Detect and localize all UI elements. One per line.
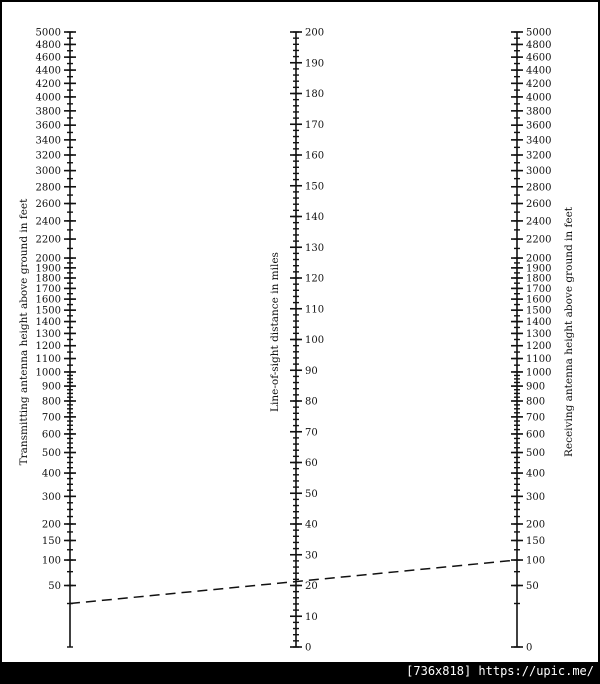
receive-tick-label: 4600 — [526, 52, 552, 64]
receive-tick-label: 4800 — [526, 39, 552, 51]
transmit-tick-label: 5000 — [35, 27, 61, 39]
transmit-tick-label: 900 — [41, 381, 61, 393]
transmit-tick-label: 3800 — [35, 106, 61, 118]
receive-tick-label: 0 — [526, 642, 533, 654]
receive-tick-label: 1400 — [526, 317, 552, 329]
receive-tick-label: 1000 — [526, 367, 552, 379]
distance-tick-label: 10 — [305, 611, 318, 623]
transmit-tick-label: 2200 — [35, 234, 61, 246]
receive-tick-label: 1100 — [526, 354, 552, 366]
transmit-tick-label: 1900 — [35, 263, 61, 275]
distance-tick-label: 190 — [305, 58, 325, 70]
transmit-tick-label: 4400 — [35, 65, 61, 77]
receive-tick-label: 2200 — [526, 234, 552, 246]
receive-tick-label: 600 — [526, 429, 546, 441]
transmit-tick-label: 1700 — [35, 283, 61, 295]
transmit-tick-label: 50 — [48, 581, 61, 592]
transmit-tick-label: 2000 — [35, 253, 61, 265]
distance-title: Line-of-sight distance in miles — [269, 252, 281, 412]
transmit-tick-label: 100 — [41, 555, 61, 567]
transmit-tick-label: 2600 — [35, 199, 61, 211]
watermark-text: [736x818] https://upic.me/ — [406, 664, 594, 678]
receive-tick-label: 1700 — [526, 283, 552, 295]
distance-tick-label: 150 — [305, 181, 325, 193]
receive-tick-label: 300 — [526, 491, 546, 503]
transmit-tick-label: 700 — [41, 412, 61, 424]
transmit-tick-label: 800 — [41, 396, 61, 408]
transmit-tick-label: 4200 — [35, 78, 61, 90]
distance-tick-label: 180 — [305, 89, 325, 100]
transmit-tick-label: 1200 — [35, 341, 61, 353]
receive-tick-label: 1500 — [526, 305, 552, 317]
distance-tick-label: 170 — [305, 119, 325, 131]
receive-tick-label: 1900 — [526, 263, 552, 275]
receive-tick-label: 5000 — [526, 27, 552, 39]
transmit-tick-label: 400 — [41, 468, 61, 480]
transmit-tick-label: 1000 — [35, 367, 61, 379]
transmit-tick-label: 4000 — [35, 92, 61, 104]
distance-tick-label: 20 — [305, 581, 318, 592]
receive-tick-label: 4000 — [526, 92, 552, 104]
transmit-tick-label: 1300 — [35, 328, 61, 340]
distance-tick-label: 30 — [305, 550, 318, 562]
receive-tick-label: 2400 — [526, 216, 552, 228]
distance-tick-label: 120 — [305, 273, 325, 285]
receive-tick-label: 1600 — [526, 294, 552, 306]
distance-tick-label: 70 — [305, 427, 318, 439]
distance-tick-label: 200 — [305, 27, 325, 39]
receive-tick-label: 1800 — [526, 273, 552, 285]
transmit-tick-label: 1800 — [35, 273, 61, 285]
distance-tick-label: 160 — [305, 150, 325, 162]
receive-tick-label: 100 — [526, 555, 546, 567]
transmit-tick-label: 2800 — [35, 182, 61, 194]
distance-tick-label: 40 — [305, 519, 318, 531]
transmit-tick-label: 4600 — [35, 52, 61, 64]
transmit-tick-label: 4800 — [35, 39, 61, 51]
receive-tick-label: 1200 — [526, 341, 552, 353]
transmit-tick-label: 300 — [41, 491, 61, 503]
distance-scale — [290, 28, 324, 654]
transmit-tick-label: 3400 — [35, 135, 61, 147]
receive-tick-label: 50 — [526, 581, 539, 592]
nomogram-diagram — [2, 2, 598, 662]
receive-tick-label: 4400 — [526, 65, 552, 77]
receive-tick-label: 3000 — [526, 166, 552, 178]
receive-height-scale — [511, 28, 551, 654]
receive-tick-label: 3600 — [526, 120, 552, 132]
receive-tick-label: 150 — [526, 535, 546, 547]
transmit-tick-label: 1500 — [35, 305, 61, 317]
transmit-tick-label: 3200 — [35, 150, 61, 162]
distance-tick-label: 90 — [305, 365, 318, 377]
transmit-height-scale — [36, 28, 76, 648]
receive-tick-label: 3200 — [526, 150, 552, 162]
transmit-tick-label: 1100 — [35, 354, 61, 366]
distance-tick-label: 60 — [305, 458, 318, 469]
distance-tick-label: 110 — [305, 304, 325, 316]
transmit-tick-label: 3000 — [35, 166, 61, 178]
distance-tick-label: 0 — [305, 642, 312, 654]
transmit-tick-label: 1600 — [35, 294, 61, 306]
transmit-tick-label: 1400 — [35, 317, 61, 329]
receive-tick-label: 2600 — [526, 199, 552, 211]
transmit-tick-label: 3600 — [35, 120, 61, 132]
receive-tick-label: 200 — [526, 519, 546, 531]
transmit-tick-label: 200 — [41, 519, 61, 531]
receive-tick-label: 3400 — [526, 135, 552, 147]
transmit-tick-label: 2400 — [35, 216, 61, 228]
receive-tick-label: 2800 — [526, 182, 552, 194]
transmit-tick-label: 500 — [41, 448, 61, 460]
transmit-height-title: Transmitting antenna height above ground in feet — [18, 198, 30, 466]
transmit-tick-label: 150 — [41, 535, 61, 547]
distance-tick-label: 100 — [305, 335, 325, 346]
transmit-tick-label: 600 — [41, 429, 61, 441]
receive-tick-label: 400 — [526, 468, 546, 480]
receive-tick-label: 800 — [526, 396, 546, 408]
receive-tick-label: 700 — [526, 412, 546, 424]
distance-tick-label: 50 — [305, 488, 318, 500]
distance-tick-label: 140 — [305, 212, 325, 223]
receive-tick-label: 500 — [526, 448, 546, 460]
distance-tick-label: 130 — [305, 242, 325, 254]
distance-tick-label: 80 — [305, 396, 318, 408]
receive-height-title: Receiving antenna height above ground in feet — [563, 206, 575, 458]
receive-tick-label: 3800 — [526, 106, 552, 118]
nomogram-frame — [2, 2, 598, 662]
receive-tick-label: 2000 — [526, 253, 552, 265]
receive-tick-label: 900 — [526, 381, 546, 393]
receive-tick-label: 4200 — [526, 78, 552, 90]
receive-tick-label: 1300 — [526, 328, 552, 340]
